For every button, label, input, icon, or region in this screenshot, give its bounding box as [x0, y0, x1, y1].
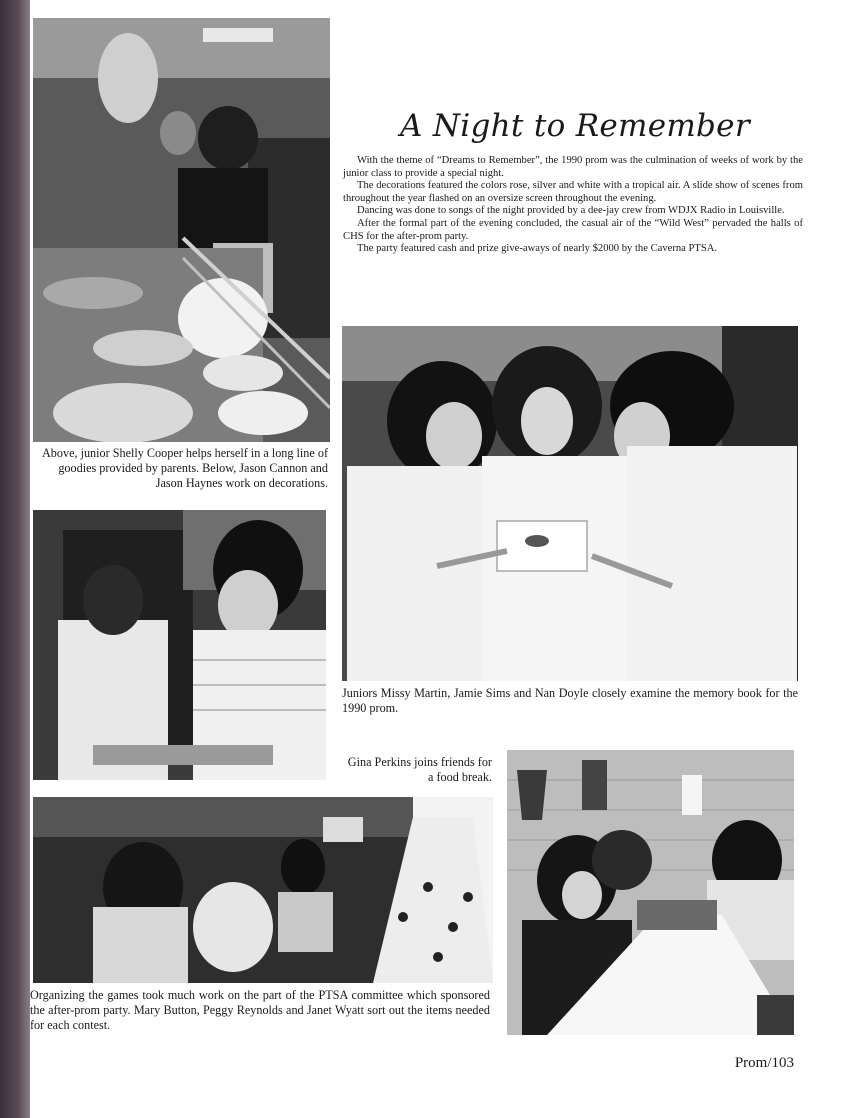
photo-games-committee	[33, 797, 493, 983]
article-paragraph: After the formal part of the evening concluded, the casual air of the “Wild West” pervaded the halls of CHS for the after-prom party.	[343, 217, 803, 242]
article-title: A Night to Remember	[400, 108, 750, 144]
caption-games: Organizing the games took much work on the part of the PTSA committee which sponsored the after-prom party. Mary Button, Peggy Reynolds and Janet Wyatt sort out the items needed for each contest.	[30, 988, 490, 1032]
photo-decorations	[33, 510, 326, 780]
caption-memory-book: Juniors Missy Martin, Jamie Sims and Nan Doyle closely examine the memory book for the 1990 prom.	[342, 686, 798, 715]
caption-food-break: Gina Perkins joins friends for a food break.	[347, 755, 492, 784]
photo-food-break	[507, 750, 794, 1035]
article-paragraph: Dancing was done to songs of the night provided by a dee-jay crew from WDJX Radio in Louisville.	[357, 205, 785, 217]
article-body	[343, 155, 803, 256]
photo-memory-book	[342, 326, 798, 681]
book-binding-edge	[0, 0, 30, 1118]
photo-buffet-line	[33, 18, 330, 442]
page-number: Prom/103	[734, 1055, 794, 1071]
article-paragraph: The party featured cash and prize give-aways of nearly $2000 by the Caverna PTSA.	[357, 243, 718, 255]
article-paragraph: The decorations featured the colors rose, silver and white with a tropical air. A slide show of scenes from throughout the year flashed on an oversize screen throughout the evening.	[343, 180, 803, 204]
article-paragraph: With the theme of “Dreams to Remember”, the 1990 prom was the culmination of weeks of work by the junior class to provide a special night.	[343, 155, 803, 179]
caption-buffet: Above, junior Shelly Cooper helps herself in a long line of goodies provided by parents. Below, Jason Cannon and Jason Haynes work on decorations.	[41, 446, 328, 490]
